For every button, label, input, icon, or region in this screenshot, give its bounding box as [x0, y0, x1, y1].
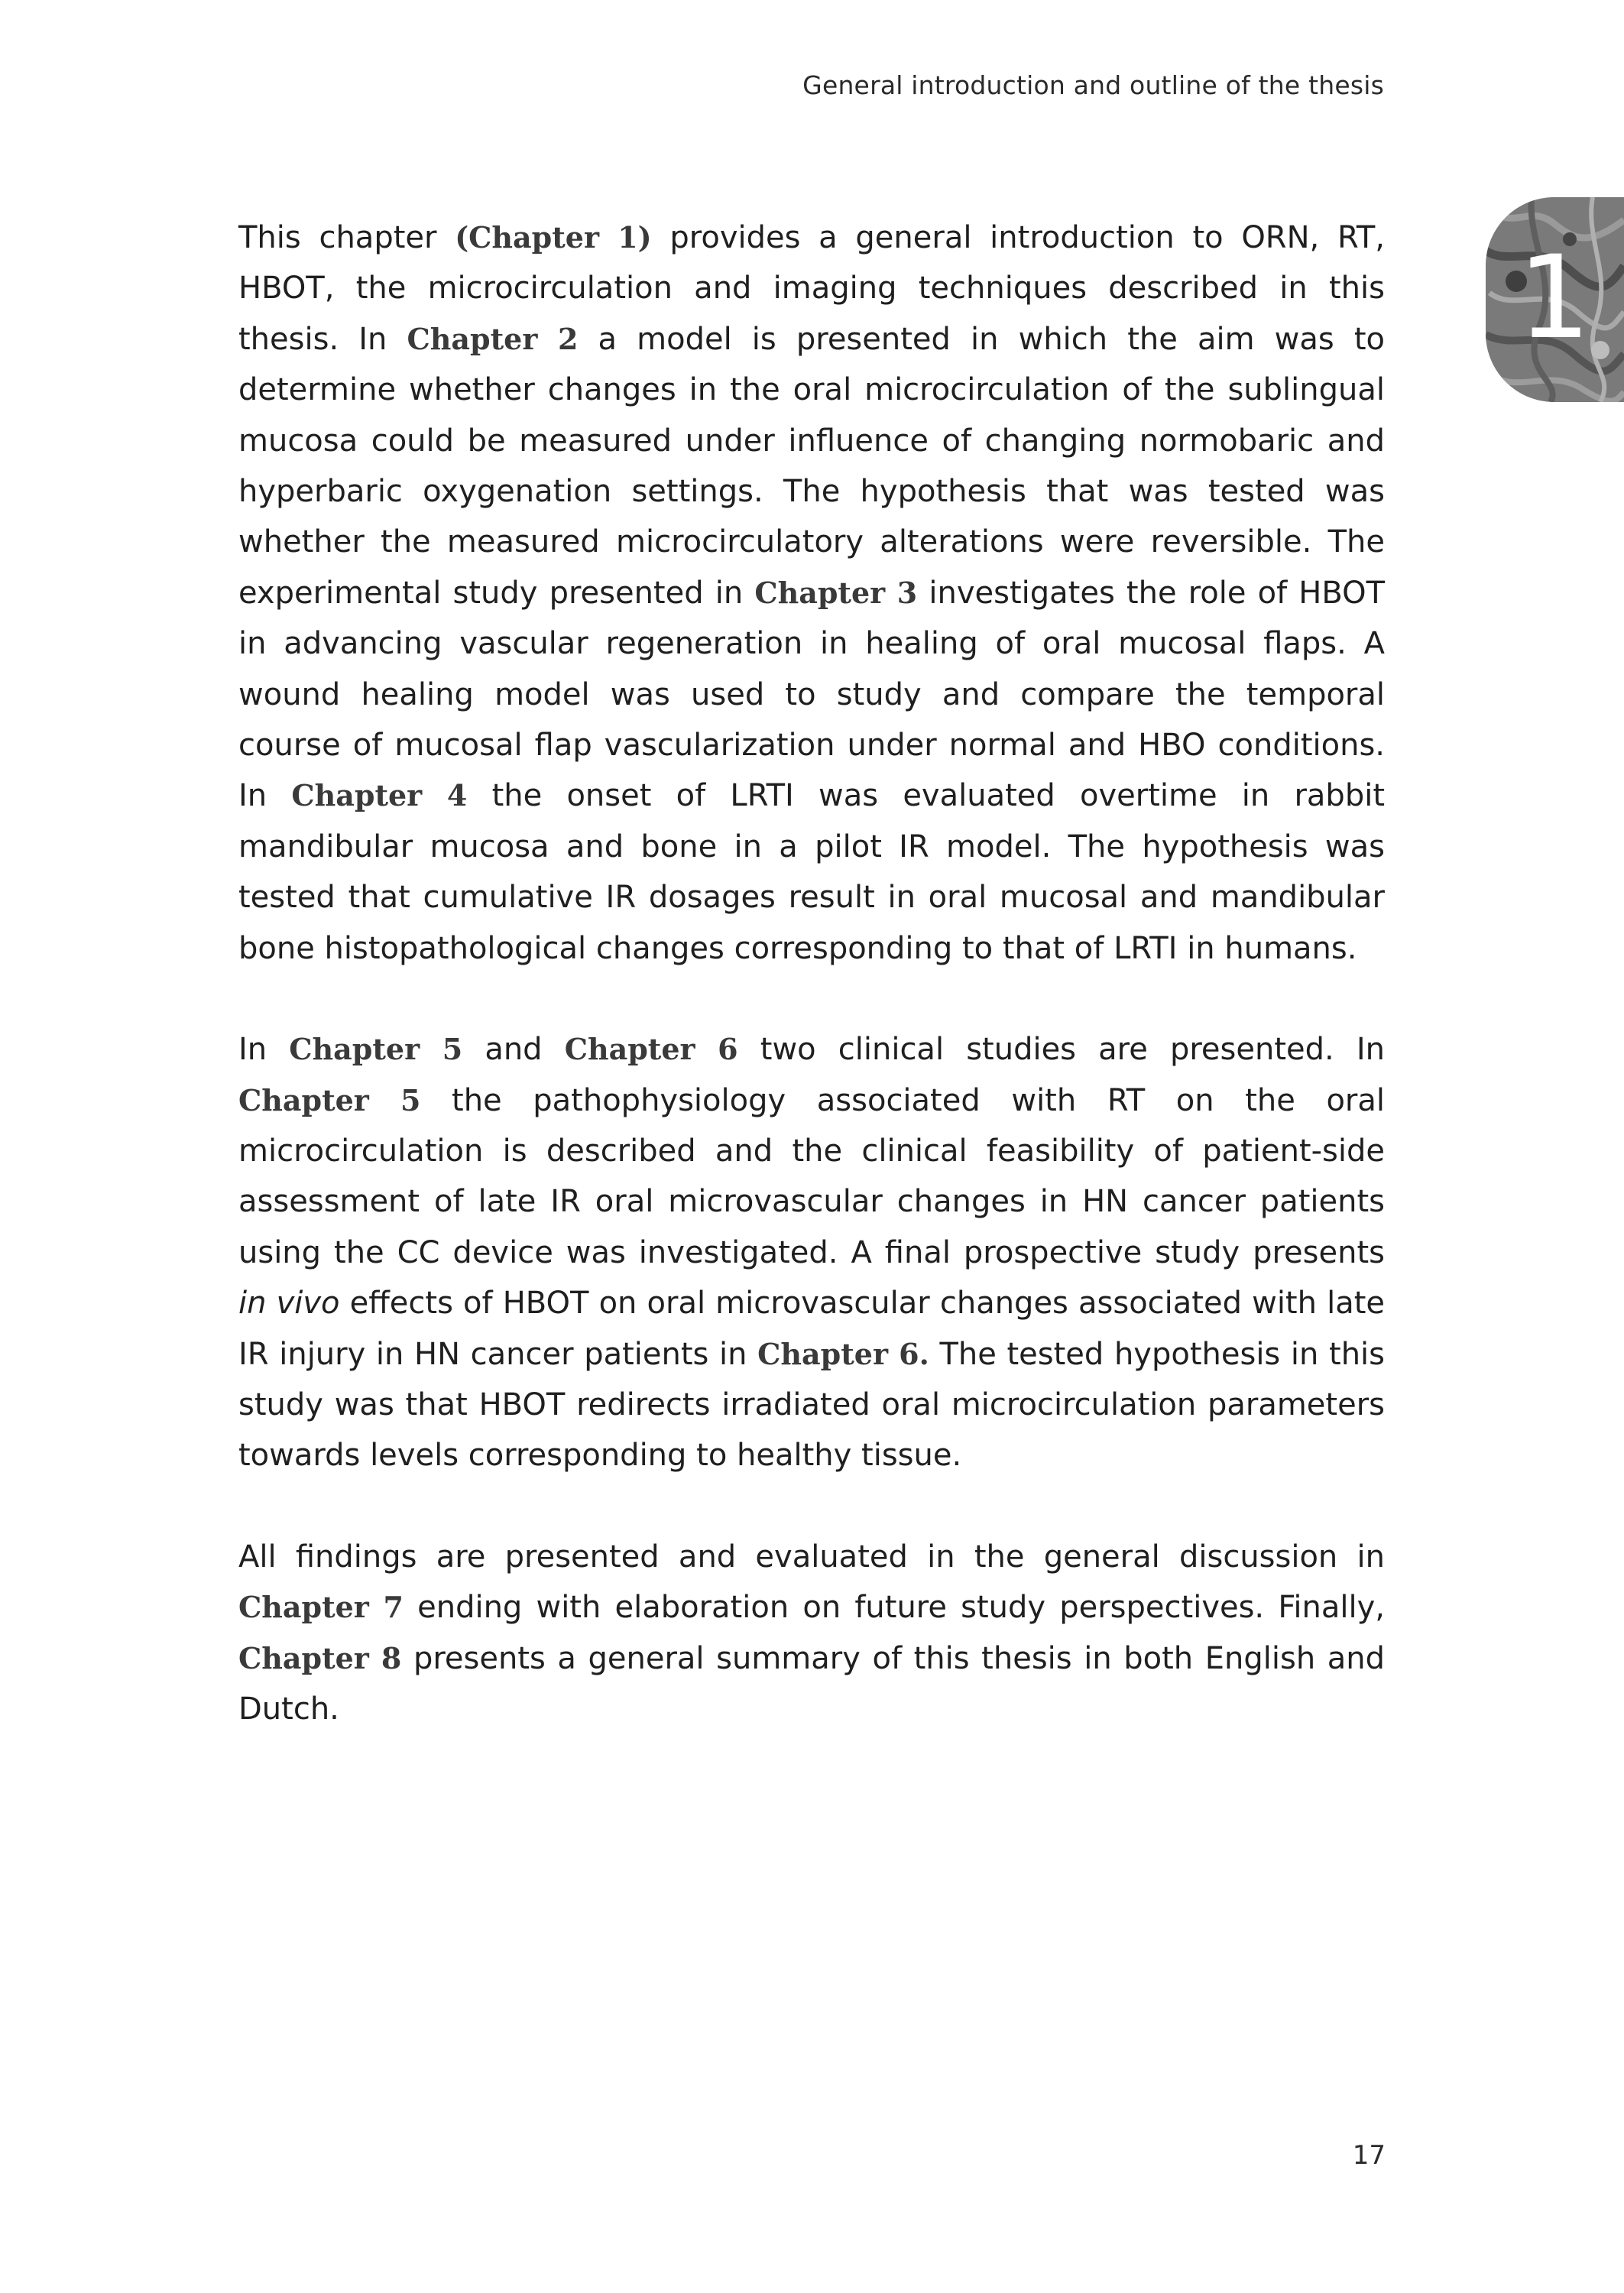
chapter-reference: Chapter 4 — [291, 778, 468, 813]
text-run: and — [462, 1032, 565, 1068]
text-run: effects of HBOT on oral microvascular changes associated with late IR injury in HN cancer patients in — [238, 1286, 1386, 1372]
chapter-reference: Chapter 5 — [238, 1082, 421, 1117]
chapter-reference: Chapter 8 — [238, 1640, 402, 1675]
page-number: 17 — [1352, 2140, 1386, 2171]
text-run: the onset of LRTI was evaluated overtime in rabbit mandibular mucosa and bone in a pilot IR model. The hypothesis was tested that cumulative IR dosages result in oral mucosal and mandibular bone histopathological changes corresponding to that of LRTI in humans. — [238, 778, 1386, 966]
italic-text: in vivo — [238, 1286, 340, 1322]
chapter-reference: Chapter 3 — [754, 575, 918, 610]
chapter-reference: Chapter 6. — [757, 1336, 929, 1371]
text-run: provides a general introduction to ORN, RT, HBOT, the microcirculation and imaging techniques described in this thesis. In — [238, 220, 1386, 357]
text-run: investigates the role of HBOT in advancing vascular regeneration in healing of oral mucosal flaps. A wound healing model was used to study and compare the temporal course of mucosal flap vascularization under normal and HBO conditions. In — [238, 575, 1386, 814]
chapter-tab — [1486, 197, 1624, 402]
chapter-reference: (Chapter 1) — [455, 220, 652, 255]
chapter-reference: Chapter 5 — [289, 1032, 463, 1067]
chapter-number: 1 — [1518, 232, 1591, 365]
text-run: All findings are presented and evaluated in the general discussion in — [238, 1539, 1385, 1575]
paragraph — [238, 1024, 1385, 1481]
text-run: ending with elaboration on future study perspectives. Finally, — [403, 1590, 1386, 1626]
text-run: The tested hypothesis in this study was that HBOT redirects irradiated oral microcirculation parameters towards levels corresponding to healthy tissue. — [238, 1336, 1386, 1474]
chapter-reference: Chapter 6 — [564, 1032, 738, 1067]
running-header: General introduction and outline of the thesis — [802, 70, 1384, 100]
paragraph — [238, 1532, 1385, 1735]
text-run: two clinical studies are presented. In — [737, 1032, 1386, 1068]
text-run: the pathophysiology associated with RT on the oral microcirculation is described and the clinical feasibility of patient-side assessment of late IR oral microvascular changes in HN cancer patients using the CC device was investigated. A final prospective study presents — [238, 1082, 1386, 1270]
text-run: This chapter — [238, 220, 455, 255]
text-run: a model is presented in which the aim was to determine whether changes in the oral microcirculation of the sublingual mucosa could be measured under influence of changing normobaric and hyperbaric oxygenation settings. The hypothesis that was tested was whether the measured microcirculatory alterations were reversible. The experimental study presented in — [238, 321, 1386, 611]
text-run: In — [238, 1032, 290, 1068]
body-text — [238, 212, 1385, 1734]
text-run: presents a general summary of this thesis in both English and Dutch. — [238, 1640, 1386, 1727]
chapter-reference: Chapter 7 — [238, 1590, 404, 1625]
paragraph — [238, 212, 1385, 974]
chapter-reference: Chapter 2 — [407, 321, 579, 356]
